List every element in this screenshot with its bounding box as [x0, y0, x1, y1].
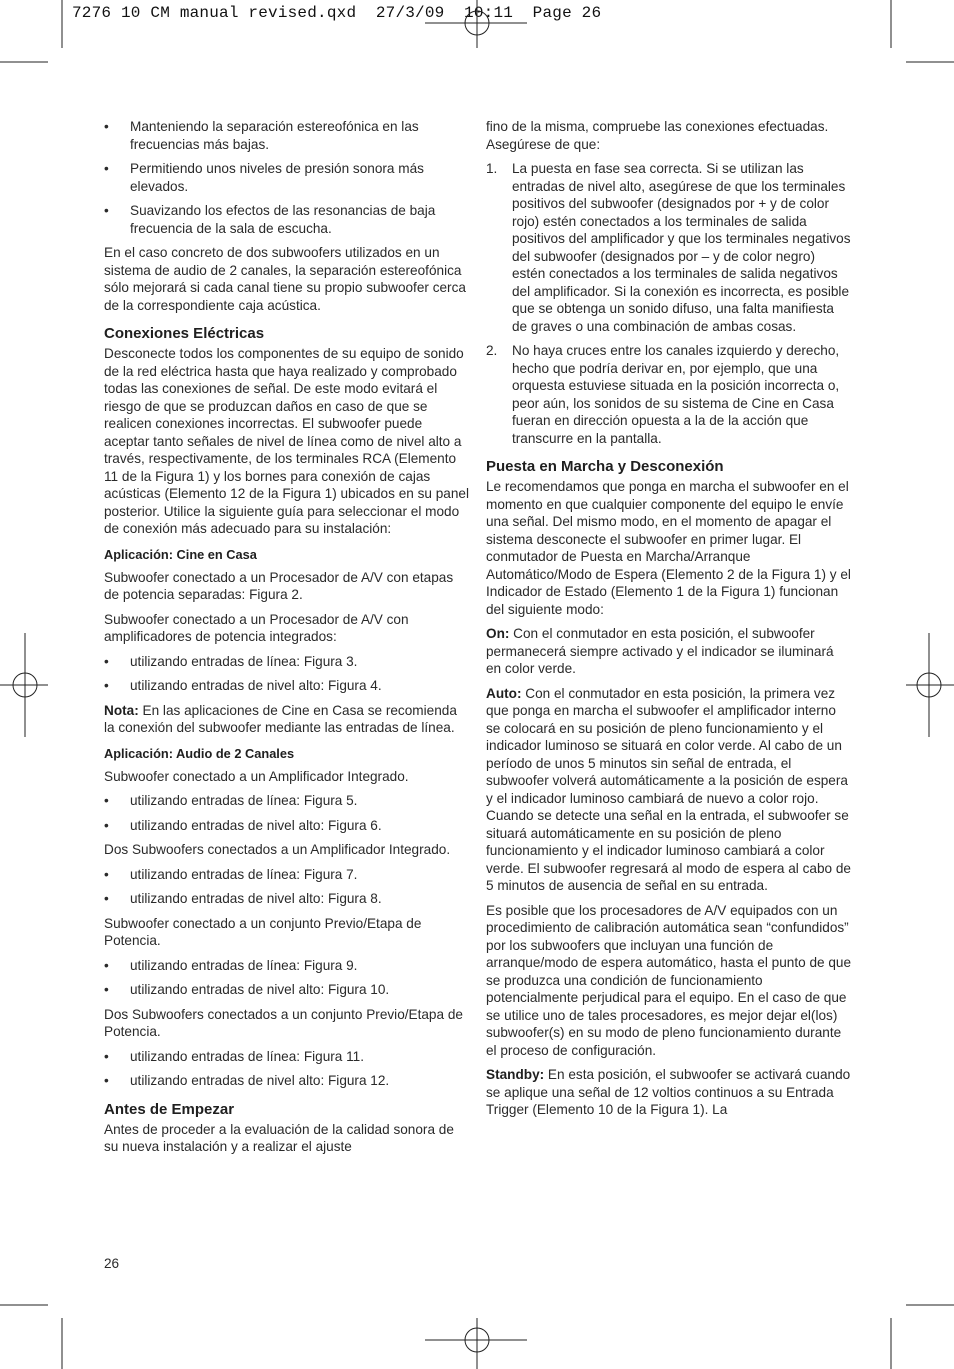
- audio-bullet-list-3: [104, 957, 470, 999]
- subheading-audio-2-canales: Aplicación: Audio de 2 Canales: [104, 745, 295, 761]
- paragraph: Le recomendamos que ponga en marcha el subwoofer en el momento en que cualquier componente del equipo le envíe una señal. Del mismo modo, en el momento de apagar el sistema desconecte el subwoofer en primer lugar. El conmutador de Puesta en Marcha/Arranque Automático/Modo de Espera (Elemento 2 de la Figura 1) y el Indicador de Estado (Elemento 1 de la Figura 1) funcionan del siguiente modo:: [486, 479, 851, 617]
- paragraph: Subwoofer conectado a un Procesador de A/V con etapas de potencia separadas: Figura 2.: [104, 569, 454, 602]
- cine-bullet-list: [104, 653, 470, 695]
- note-paragraph: Nota: En las aplicaciones de Cine en Casa se recomienda la conexión del subwoofer mediante las entradas de línea.: [104, 702, 457, 735]
- paragraph: Dos Subwoofers conectados a un conjunto Previo/Etapa de Potencia.: [104, 1006, 463, 1039]
- list-item: • Suavizando los efectos de las resonancias de baja frecuencia de la sala de escucha.: [104, 203, 436, 236]
- section-heading-conexiones: Conexiones Eléctricas: [104, 325, 265, 342]
- note-label: Nota:: [104, 702, 139, 718]
- section-heading-antes: Antes de Empezar: [104, 1100, 235, 1118]
- audio-bullet-list-1: [104, 792, 470, 834]
- section-heading-puesta-en-marcha: Puesta en Marcha y Desconexión: [486, 458, 724, 475]
- list-item: 1. La puesta en fase sea correcta. Si se utilizan las entradas de nivel alto, asegúrese de que los terminales positivos del subwoofer (designados por + y de color rojo) estén conectados a los terminales de salida positivos del amplificador y que los terminales negativos del subwoofer (designados por – y de color negro) estén conectados a los terminales de salida negativos del amplificador. Si la conexión es incorrecta, es posible que se obtenga un sonido difuso, una falta manifiesta de graves o una combinación de ambas cosas.: [486, 161, 851, 334]
- right-column: [486, 118, 852, 1126]
- left-column: [104, 118, 470, 1163]
- paragraph: fino de la misma, compruebe las conexiones efectuadas. Asegúrese de que:: [486, 119, 829, 152]
- list-item: • utilizando entradas de nivel alto: Figura 12.: [104, 1073, 390, 1088]
- auto-label: Auto:: [486, 685, 522, 701]
- list-item: • utilizando entradas de nivel alto: Figura 4.: [104, 678, 382, 693]
- standby-mode-paragraph: Standby: En esta posición, el subwoofer se activará cuando se aplique una señal de 12 voltios continuos a su Entrada Trigger (Elemento 10 de la Figura 1). La: [486, 1067, 851, 1117]
- list-item: • utilizando entradas de nivel alto: Figura 10.: [104, 982, 390, 997]
- list-item: 2. No haya cruces entre los canales izquierdo y derecho, hecho que podría derivar en, por ejemplo, que una orquesta estuviese situada en la posición incorrecta o, peor aún, los sonidos de su sistema de Cine en Casa fueran en dirección opuesta a la de la acción que transcurre en la pantalla.: [486, 343, 840, 446]
- print-slug: 7276 10 CM manual revised.qxd 27/3/09 10:11 Page 26: [72, 4, 602, 22]
- audio-bullet-list-2: [104, 866, 470, 908]
- list-item: • utilizando entradas de línea: Figura 9.: [104, 957, 358, 973]
- paragraph: Subwoofer conectado a un Procesador de A/V con amplificadores de potencia integrados:: [104, 611, 409, 644]
- page-number: 26: [104, 1256, 120, 1271]
- list-item: • utilizando entradas de línea: Figura 11.: [104, 1048, 365, 1064]
- intro-bullet-list: [104, 118, 470, 237]
- audio-bullet-list-4: [104, 1048, 470, 1090]
- list-item: • Manteniendo la separación estereofónica en las frecuencias más bajas.: [104, 119, 419, 152]
- list-item: • utilizando entradas de nivel alto: Figura 6.: [104, 817, 382, 833]
- paragraph: Antes de proceder a la evaluación de la calidad sonora de su nueva instalación y a realizar el ajuste: [104, 1121, 454, 1154]
- paragraph: Subwoofer conectado a un conjunto Previo/Etapa de Potencia.: [104, 915, 422, 948]
- auto-mode-paragraph: Auto: Con el conmutador en esta posición, la primera vez que ponga en marcha el subwoofer el amplificador interno se colocará en su posición de pleno funcionamiento y el indicador luminoso se situará en color verde. Al cabo de un período de unos 5 minutos sin señal de entrada, el subwoofer volverá automáticamente a la posición de espera y el indicador luminoso cambiará de nuevo a color rojo. Cuando se detecte una señal en la entrada, el subwoofer se situará automáticamente en su posición de pleno funcionamiento y el indicador luminoso cambiará a color verde. El subwoofer regresará al modo de espera al cabo de 5 minutos de ausencia de señal en su entrada.: [486, 685, 851, 893]
- on-mode-paragraph: On: Con el conmutador en esta posición, el subwoofer permanecerá siempre activado y el indicador se iluminará en color verde.: [486, 626, 834, 676]
- list-item: • utilizando entradas de nivel alto: Figura 8.: [104, 891, 382, 906]
- paragraph: En el caso concreto de dos subwoofers utilizados en un sistema de audio de 2 canales, la separación estereofónica sólo mejorará si cada canal tiene su propio subwoofer cerca de la correspondiente caja acústica.: [104, 245, 466, 313]
- subheading-cine-en-casa: Aplicación: Cine en Casa: [104, 546, 257, 562]
- checklist-numbered: [486, 160, 852, 447]
- paragraph: Dos Subwoofers conectados a un Amplificador Integrado.: [104, 842, 451, 857]
- paragraph: Desconecte todos los componentes de su equipo de sonido de la red eléctrica hasta que haya realizado y comprobado todas las conexiones de señal. De este modo evitará el riesgo de que se produzcan daños en caso de que se realicen conexiones incorrectas. El subwoofer puede aceptar tanto señales de nivel de línea como de nivel alto a través, respectivamente, de los terminales RCA (Elemento 11 de la Figura 1) y los bornes para conexión de cajas acústicas (Elemento 12 de la Figura 1) ubicados en su panel posterior. Utilice la siguiente guía para seleccionar el modo de conexión más adecuado para su instalación:: [104, 346, 469, 536]
- list-item: • utilizando entradas de línea: Figura 3.: [104, 653, 358, 669]
- list-item: • utilizando entradas de línea: Figura 7.: [104, 866, 358, 882]
- on-label: On:: [486, 626, 510, 641]
- standby-label: Standby:: [486, 1067, 545, 1082]
- paragraph: Subwoofer conectado a un Amplificador Integrado.: [104, 768, 409, 784]
- paragraph: Es posible que los procesadores de A/V equipados con un procedimiento de calibración automática sean “confundidos” por los subwoofers que incluyan una función de arranque/modo de espera automático, hasta el punto de que se produzca una condición de funcionamiento potencialmente perjudical para el equipo. En el caso de que se utilice uno de tales procesadores, es mejor dejar el(los) subwoofer(s) en su modo de pleno funcionamiento durante el proceso de configuración.: [486, 902, 852, 1058]
- list-item: • Permitiendo unos niveles de presión sonora más elevados.: [104, 161, 424, 194]
- list-item: • utilizando entradas de línea: Figura 5.: [104, 793, 358, 808]
